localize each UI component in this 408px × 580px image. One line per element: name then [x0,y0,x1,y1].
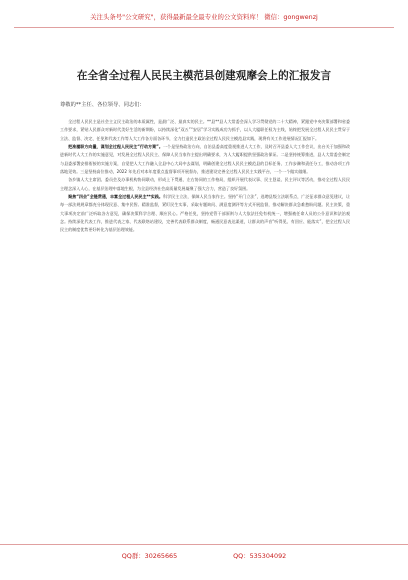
banner-text: 关注头条号"公文研究"，获得最新最全最专业的公文资料库！ 微信：gongwenzj [90,13,318,21]
paragraph-text: 全过程人民民主是社会主义民主政治的本质属性，是最广泛、最真实的民主。**县**县人大常委会深入学习贯彻党的二十大精神，紧跟党中央决策部署和省委工作要求，紧贴人民群众对新时代美好生活的新期盼，以持续深化“双五”“安居”学习实践成功为抓手，以人大履职任权为主线，始终把发展全过程人民民主贯穿于立法、监督、决定、任免和代表工作等人大工作各方面各环节，全力打造民主政治全过程人民民主模范县实践，现将有关工作进展情况汇报如下。 [60,119,350,141]
paragraph [60,118,350,143]
document-body [60,118,350,538]
qq-group-label: QQ群：30265665 [121,552,178,560]
paragraph [60,143,350,176]
section-heading: 把准履职方向量，谋划全过程人民民主“行动方案”。 [68,144,163,150]
salutation: 尊敬的**主任、各位领导、同志们： [60,102,145,108]
paragraph [60,193,350,235]
paragraph-text: 科学民主立法，保障人民当家作主。坚持“开门立法”，选聘县级立法联系点，广泛征求群众意见建议，让每一部法规规章都充分体现民意、集中民智。精准监督，紧盯民生实事，采取专题询问、满意度测评等方式开展监督，推动解决群众急难愁盼问题。民主决策，重大事项决定前广泛听取各方意见，确保决策科学合理、顺应民心。严格任免，坚持党管干部原则与人大依法任免有机统一，增强被任命人员的公仆意识和法治观念。持续深化代表工作，推进代表之家、代表联络站建设，完善代表联系群众制度，畅通民意表达渠道，让群众的声音“听得见、有回应、能落实”，把全过程人民民主的制度优势更好转化为基层治理效能。 [60,194,350,233]
qq-account-label: QQ：535304092 [233,552,287,560]
paragraph [60,176,350,193]
bottom-contact-footer [0,544,408,566]
paragraph-text: 一个是坚持政治方向，自治县委高度重视推进人大工作，及时召开县委人大工作会议，出台关于加强和改进新时代人大工作的实施意见，对发展全过程人民民主、保障人民当家作主提出明确要求，为人大履职提供坚强政治保证。二是坚持统筹推进，县人大常委会制定与县委部署安排衔接的实施方案，自觉把人大工作融入全县中心大局中去谋划，明确创建全过程人民民主模范县的目标任务、工作步骤和责任分工，推动各项工作落地见效。三是坚持高位推动，2022 年先后对本年度重点监督事项开展督办，推进建设完善全过程人民民主实践平台，一个一个做实做细。 [60,144,350,175]
paragraph-text: 各乡镇人大主席团、委员会及办事机构协同联动，形成上下贯通、左右协同的工作格局，组织开展代表议事、民主恳谈、民主评议等活动，推动全过程人民民主理念深入人心，在基层治理中落地生根，为全县经济社会高质量发展凝聚了强大合力，营造了良好氛围。 [60,177,350,191]
top-promo-banner [14,6,394,28]
document-title: 在全省全过程人民民主模范县创建观摩会上的汇报发言 [76,70,332,82]
section-heading: 聚焦“四会”全链贯通，丰富全过程人民民主**实践。 [68,194,163,200]
